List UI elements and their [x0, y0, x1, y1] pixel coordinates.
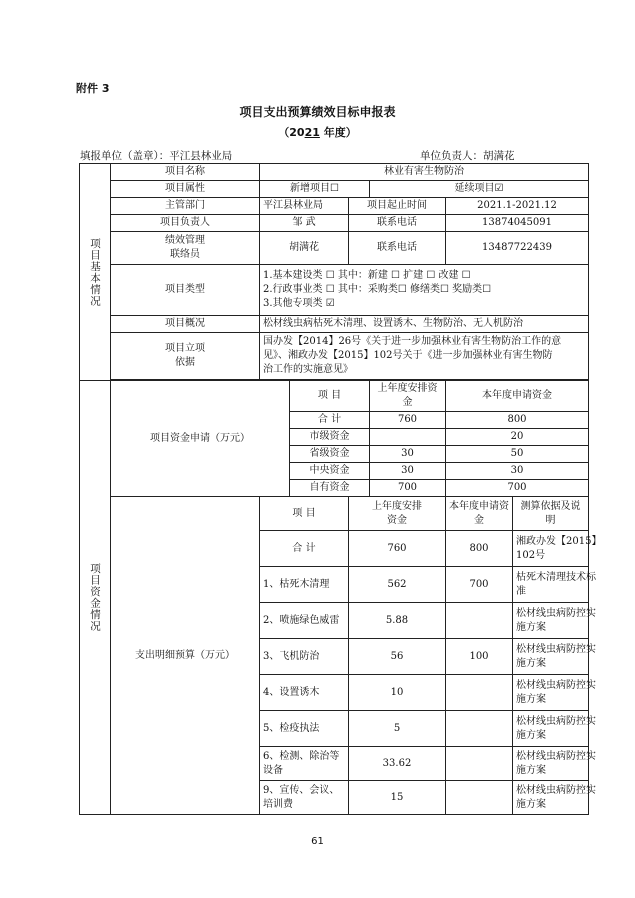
- basis-label-line1: 项目立项: [165, 343, 205, 354]
- contact-label-line2: 联络员: [170, 249, 200, 260]
- detail-basis-2: 102号: [516, 549, 546, 561]
- contact-phone-label: 联系电话: [349, 232, 446, 265]
- project-type-label: 项目类型: [111, 265, 260, 316]
- row-contact: [80, 232, 589, 265]
- detail-this: 800: [446, 531, 513, 567]
- fund-this: 800: [446, 412, 589, 429]
- detail-basis-1: 松材线虫病防控实: [516, 784, 596, 796]
- detail-last: 562: [349, 567, 446, 603]
- basis-line-3: 治工作的实施意见》: [263, 364, 353, 375]
- detail-item: [260, 567, 349, 603]
- row-detail-header: [80, 497, 589, 531]
- detail-last: 5.88: [349, 603, 446, 639]
- detail-item-1: 4、设置诱木: [263, 686, 320, 698]
- performance-target-table: [79, 163, 602, 815]
- fund-item: 市级资金: [290, 429, 370, 446]
- fund-item: 省级资金: [290, 446, 370, 463]
- fund-this: 20: [446, 429, 589, 446]
- project-type-line-2: 2.行政事业类 ☐ 其中：采购类☐ 修缮类☐ 奖励类☐: [263, 284, 492, 295]
- detail-header-this-1: 本年度申请资: [449, 500, 509, 512]
- section-basic-cell: [80, 164, 111, 381]
- contact-phone: 13487722439: [446, 232, 589, 265]
- detail-basis-2: 施方案: [516, 798, 546, 810]
- detail-last: 10: [349, 675, 446, 711]
- fund-item: 自有资金: [290, 480, 370, 497]
- detail-basis-1: 松材线虫病防控实: [516, 679, 596, 691]
- dept-value: 平江县林业局: [260, 198, 349, 215]
- fund-header-this: 本年度申请资金: [446, 381, 589, 412]
- row-project-attr: [80, 181, 589, 198]
- detail-item: [260, 781, 349, 815]
- attr-new-checkbox: 新增项目☐: [260, 181, 370, 198]
- fund-this: 50: [446, 446, 589, 463]
- overview-label: 项目概况: [111, 316, 260, 333]
- fund-apply-label: 项目资金申请（万元）: [111, 381, 290, 497]
- project-type-line-3: 3.其他专项类 ☑: [263, 298, 335, 309]
- row-basis: [80, 333, 589, 380]
- attachment-label: 附件 3: [76, 82, 110, 95]
- project-attr-label: 项目属性: [111, 181, 260, 198]
- contact-value: 胡满花: [260, 232, 349, 265]
- year-close: 年度）: [319, 126, 357, 139]
- detail-header-this-2: 金: [474, 514, 484, 526]
- fund-this: 30: [446, 463, 589, 480]
- detail-item-1: 合 计: [292, 542, 316, 554]
- row-overview: [80, 316, 589, 333]
- section-fund-label: 项目资金情况: [89, 563, 101, 632]
- leader-phone: 13874045091: [446, 215, 589, 232]
- detail-basis-1: 松材线虫病防控实: [516, 643, 596, 655]
- detail-header-item: 项 目: [260, 497, 349, 531]
- detail-item-2: 培训费: [263, 798, 293, 810]
- detail-item-1: 9、宣传、会议、: [263, 784, 340, 796]
- row-leader: [80, 215, 589, 232]
- detail-last: 56: [349, 639, 446, 675]
- fund-last: 30: [370, 446, 446, 463]
- fund-item: 合 计: [290, 412, 370, 429]
- fund-last: 760: [370, 412, 446, 429]
- project-type-options: [260, 265, 589, 316]
- detail-this: 100: [446, 639, 513, 675]
- detail-basis: [513, 781, 596, 815]
- project-name-label: 项目名称: [111, 164, 260, 181]
- fund-header-item: 项 目: [290, 381, 370, 412]
- section-fund-cell: [80, 381, 111, 815]
- detail-basis: [513, 711, 596, 747]
- detail-this: [446, 675, 513, 711]
- detail-header-this: [446, 497, 513, 531]
- detail-item: [260, 747, 349, 781]
- page-number: 61: [311, 836, 324, 847]
- detail-basis: [513, 639, 596, 675]
- detail-item: [260, 603, 349, 639]
- period-value: 2021.1-2021.12: [446, 198, 589, 215]
- basis-value: [260, 333, 589, 380]
- leader-value: 邹 武: [260, 215, 349, 232]
- detail-item-1: 6、检测、除治等: [263, 750, 340, 762]
- dept-label: 主管部门: [111, 198, 260, 215]
- detail-last: 33.62: [349, 747, 446, 781]
- detail-item: [260, 639, 349, 675]
- detail-basis-2: 施方案: [516, 764, 546, 776]
- detail-header-basis: 测算依据及说明: [513, 497, 589, 531]
- period-label: 项目起止时间: [349, 198, 446, 215]
- overview-value: 松材线虫病枯死木清理、设置诱木、生物防治、无人机防治: [260, 316, 589, 333]
- row-dept: [80, 198, 589, 215]
- detail-last: 760: [349, 531, 446, 567]
- detail-header-last: [349, 497, 446, 531]
- row-fund-header: [80, 381, 589, 412]
- fund-header-last: 上年度安排资金: [370, 381, 446, 412]
- basis-label: [111, 333, 260, 380]
- detail-basis: [513, 603, 596, 639]
- detail-basis: [513, 531, 602, 567]
- year-heading: [0, 124, 635, 140]
- fund-this: 700: [446, 480, 589, 497]
- basis-label-line2: 依据: [175, 357, 195, 368]
- detail-basis-2: 施方案: [516, 621, 546, 633]
- row-project-type: [80, 265, 589, 316]
- detail-item-1: 3、飞机防治: [263, 650, 320, 662]
- detail-header-last-1: 上年度安排: [372, 500, 422, 512]
- basis-line-2: 见》、湘政办发【2015】102号关于《进一步加强林业有害生物防: [263, 350, 553, 361]
- leader-label: 项目负责人: [111, 215, 260, 232]
- detail-basis-2: 施方案: [516, 729, 546, 741]
- project-name-value: 林业有害生物防治: [260, 164, 589, 181]
- detail-this: [446, 711, 513, 747]
- fund-last: 30: [370, 463, 446, 480]
- detail-basis-1: 松材线虫病防控实: [516, 715, 596, 727]
- detail-item-1: 5、检疫执法: [263, 722, 320, 734]
- basis-line-1: 国办发【2014】26号《关于进一步加强林业有害生物防治工作的意: [263, 336, 562, 347]
- year-digits: 21: [304, 126, 320, 139]
- leader-phone-label: 联系电话: [349, 215, 446, 232]
- fund-item: 中央资金: [290, 463, 370, 480]
- detail-basis: [513, 675, 596, 711]
- detail-last: 5: [349, 711, 446, 747]
- unit-responsible: 单位负责人：胡满花: [420, 150, 515, 162]
- detail-last: 15: [349, 781, 446, 815]
- detail-basis-1: 松材线虫病防控实: [516, 750, 596, 762]
- detail-this: [446, 781, 513, 815]
- form-title: 项目支出预算绩效目标申报表: [239, 105, 396, 119]
- detail-label: 支出明细预算（万元）: [111, 497, 260, 815]
- section-basic-label: 项目基本情况: [89, 237, 101, 307]
- fund-last: 700: [370, 480, 446, 497]
- detail-basis: [513, 567, 596, 603]
- attr-continue-checkbox: 延续项目☑: [370, 181, 589, 198]
- detail-item-1: 1、枯死木清理: [263, 578, 330, 590]
- detail-basis-1: 枯死木清理技术标: [516, 571, 596, 583]
- detail-basis-2: 施方案: [516, 693, 546, 705]
- detail-basis-2: 准: [516, 585, 526, 597]
- detail-this: [446, 747, 513, 781]
- detail-item: [260, 675, 349, 711]
- detail-item-1: 2、喷施绿色威雷: [263, 614, 340, 626]
- reporting-unit: 填报单位（盖章）：平江县林业局: [80, 150, 233, 162]
- detail-item: [260, 711, 349, 747]
- detail-basis-1: 湘政办发【2015】: [516, 535, 602, 547]
- detail-this: 700: [446, 567, 513, 603]
- contact-label: [111, 232, 260, 265]
- detail-header-last-2: 资金: [387, 514, 407, 526]
- contact-label-line1: 绩效管理: [165, 235, 205, 246]
- row-project-name: [80, 164, 589, 181]
- fund-last: [370, 429, 446, 446]
- detail-basis-1: 松材线虫病防控实: [516, 607, 596, 619]
- detail-basis: [513, 747, 596, 781]
- detail-basis-2: 施方案: [516, 657, 546, 669]
- detail-item-2: 设备: [263, 764, 283, 776]
- detail-item: [260, 531, 349, 567]
- year-open: （20: [278, 126, 305, 139]
- detail-this: [446, 603, 513, 639]
- project-type-line-1: 1.基本建设类 ☐ 其中：新建 ☐ 扩建 ☐ 改建 ☐: [263, 270, 471, 281]
